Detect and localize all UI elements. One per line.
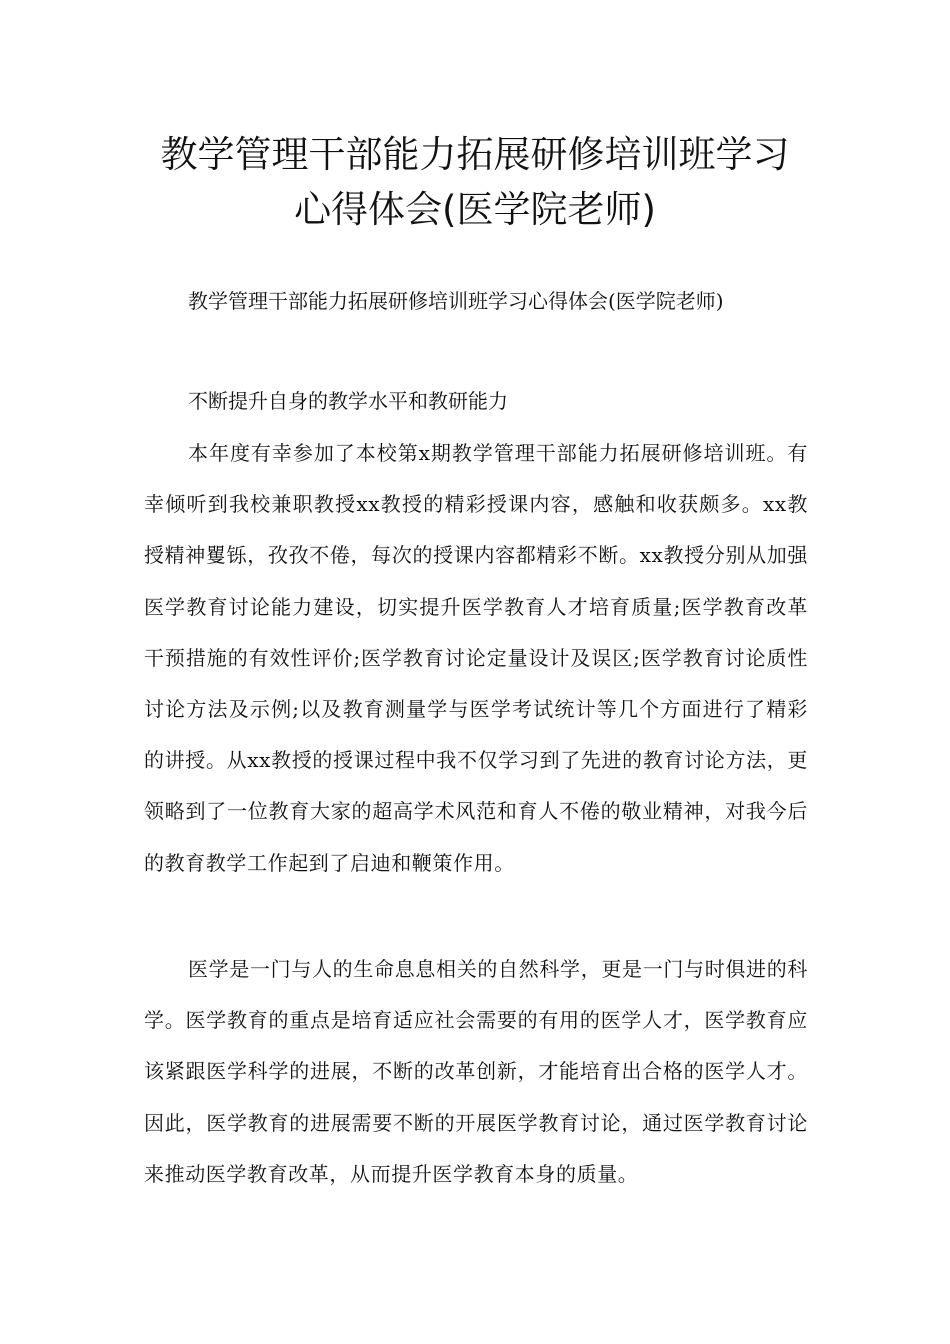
document-subtitle: 教学管理干部能力拓展研修培训班学习心得体会(医学院老师) <box>188 289 724 313</box>
document-title-line-1: 教学管理干部能力拓展研修培训班学习 <box>160 133 790 176</box>
body-paragraph-2: 医学是一门与人的生命息息相关的自然科学，更是一门与时俱进的科学。医学教育的重点是培育适应社会需要的有用的医学人才，医学教育应该紧跟医学科学的进展，不断的改革创新，才能培育出合格的医学人才。因此，医学教育的进展需要不断的开展医学教育讨论，通过医学教育讨论来推动医学教育改革，从而提升医学教育本身的质量。 <box>144 957 808 1186</box>
section-heading: 不断提升自身的教学水平和教研能力 <box>188 389 508 413</box>
body-paragraph-1: 本年度有幸参加了本校第x期教学管理干部能力拓展研修培训班。有幸倾听到我校兼职教授xx教授的精彩授课内容，感触和收获颇多。xx教授精神矍铄，孜孜不倦，每次的授课内容都精彩不断。xx教授分别从加强医学教育讨论能力建设，切实提升医学教育人才培育质量;医学教育改革干预措施的有效性评价;医学教育讨论定量设计及误区;医学教育讨论质性讨论方法及示例;以及教育测量学与医学考试统计等几个方面进行了精彩的讲授。从xx教授的授课过程中我不仅学习到了先进的教育讨论方法，更领略到了一位教育大家的超高学术风范和育人不倦的敬业精神，对我今后的教育教学工作起到了启迪和鞭策作用。 <box>144 441 808 875</box>
document-title-line-2: 心得体会(医学院老师) <box>294 188 656 231</box>
